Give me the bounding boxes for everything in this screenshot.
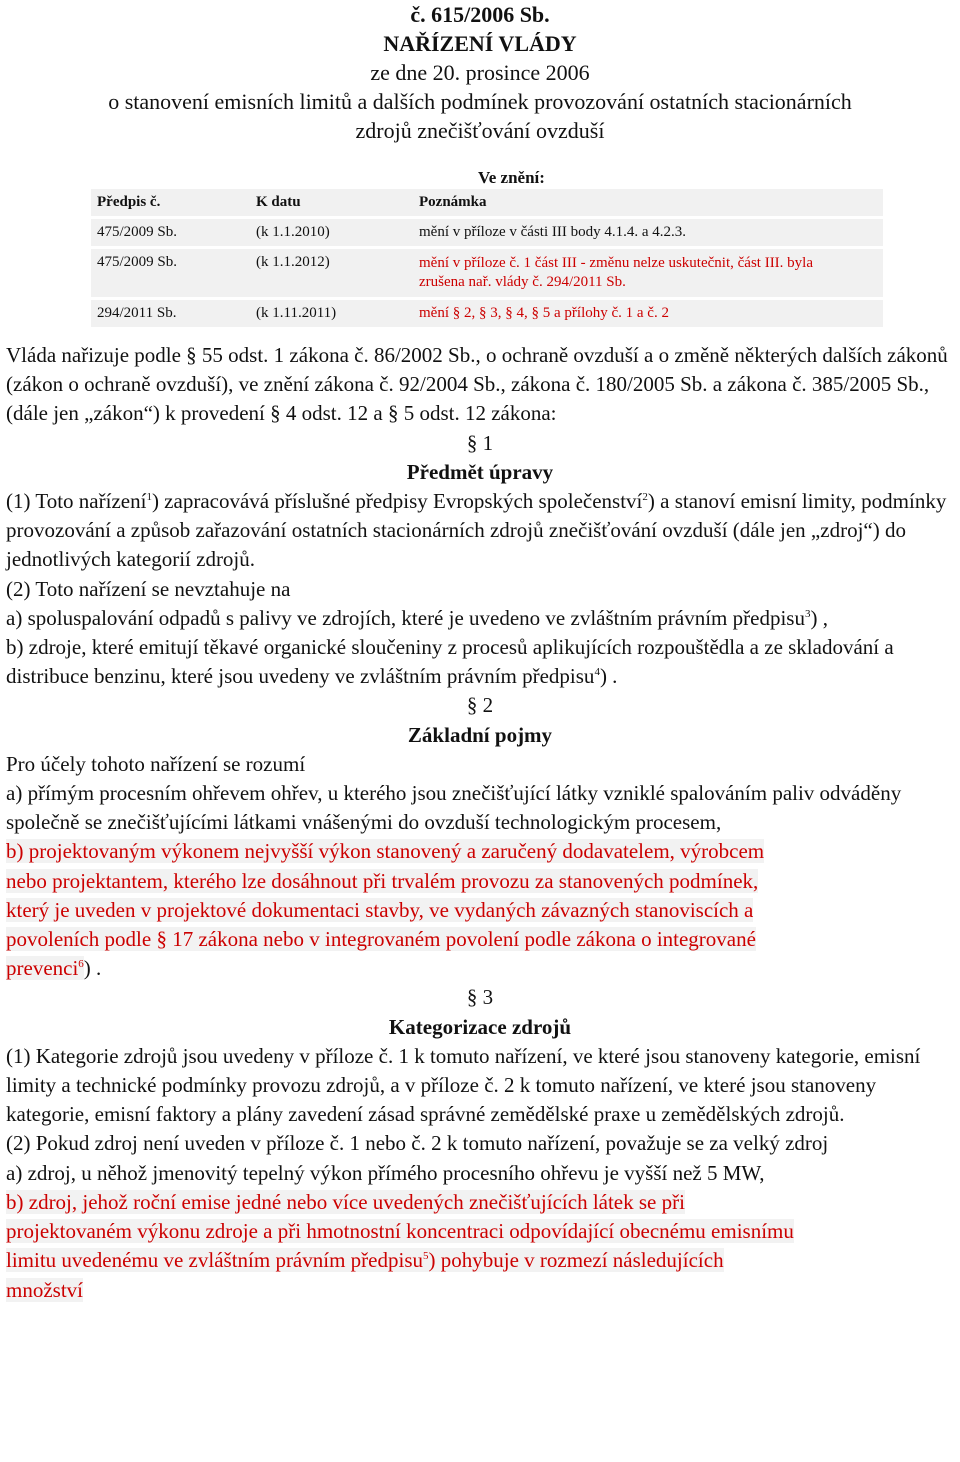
section-1-paragraph-1 xyxy=(6,487,954,575)
amended-text-line: množství xyxy=(6,1277,83,1302)
regulation-date: ze dne 20. prosince 2006 xyxy=(370,60,590,85)
section-3-item-a: a) zdroj, u něhož jmenovitý tepelný výkon přímého procesního ohřevu je vyšší než 5 MW, xyxy=(6,1160,765,1185)
amended-text-line: projektovaném výkonu zdroje a při hmotnostní koncentraci odpovídající obecnému emisnímu xyxy=(6,1219,794,1244)
text: limitu uvedenému ve zvláštním právním předpisu xyxy=(6,1248,423,1273)
regulation-cell: 475/2009 Sb. xyxy=(97,224,178,240)
text: ) , xyxy=(810,605,828,630)
amended-text-line: nebo projektantem, kterého lze dosáhnout při trvalém provozu za stanovených podmínek, xyxy=(6,868,759,893)
section-2-intro: Pro účely tohoto nařízení se rozumí xyxy=(6,751,306,776)
note-cell: mění v příloze v části III body 4.1.4. a 4.2.3. xyxy=(419,224,687,240)
note-cell xyxy=(413,249,883,297)
regulation-cell: 294/2011 Sb. xyxy=(97,305,177,321)
date-cell: (k 1.1.2010) xyxy=(256,224,330,240)
date-cell: (k 1.11.2011) xyxy=(256,305,337,321)
table-row xyxy=(91,249,883,297)
amended-text-line: b) zdroj, jehož roční emise jedné nebo více uvedených znečišťujících látek se při xyxy=(6,1189,685,1214)
table-row xyxy=(91,219,883,246)
regulation-title-line-2: zdrojů znečišťování ovzduší xyxy=(355,118,605,143)
regulation-cell: 475/2009 Sb. xyxy=(97,254,178,270)
section-1-number: § 1 xyxy=(466,430,494,455)
footnote-ref[interactable]: 4 xyxy=(594,666,600,679)
amended-text-line xyxy=(6,1248,724,1272)
text: prevenci xyxy=(6,956,79,981)
preamble: Vláda nařizuje podle § 55 odst. 1 zákona č. 86/2002 Sb., o ochraně ovzduší a o změně některých dalších zákonů (zákon o ochraně ovzduší), ve znění zákona č. 92/2004 Sb., zákona č. 180/2005 Sb. a zákona č. 385/2005 Sb., (dále jen „zákon“) k provedení § 4 odst. 12 a § 5 odst. 12 zákona: xyxy=(6,343,948,426)
regulation-title-line-1: o stanovení emisních limitů a dalších podmínek provozování ostatních stacionárních xyxy=(108,89,852,114)
text: ) a stanoví emisní limity, podmínky provozování a způsob zařazování ostatních stacionárních zdrojů znečišťování ovzduší (dále jen „zdroj“) do jednotlivých kategorií zdrojů. xyxy=(6,489,947,572)
section-3-item-b xyxy=(6,1188,954,1305)
section-1-title: Předmět úpravy xyxy=(406,459,554,484)
text: (1) Toto nařízení xyxy=(6,489,147,514)
section-3-number: § 3 xyxy=(466,985,494,1010)
note-line-1: mění v příloze č. 1 část III - změnu nelze uskutečnit, část III. byla xyxy=(419,255,814,271)
text: ) . xyxy=(83,956,102,981)
text: ) pohybuje v rozmezí následujících xyxy=(428,1248,724,1273)
text: b) zdroje, které emitují těkavé organické sloučeniny z procesů aplikujících rozpouštědla a ze skladování a distribuce benzinu, které jsou uvedeny ve zvláštním právním předpisu xyxy=(6,635,894,689)
table-row xyxy=(91,300,883,327)
column-header-date: K datu xyxy=(256,194,301,210)
section-2-title: Základní pojmy xyxy=(407,722,553,747)
note-line-2: zrušena nař. vlády č. 294/2011 Sb. xyxy=(419,274,626,290)
column-header-note: Poznámka xyxy=(419,194,487,210)
footnote-ref[interactable]: 6 xyxy=(78,958,84,971)
footnote-ref[interactable]: 2 xyxy=(642,491,648,504)
section-2-item-b xyxy=(6,837,954,983)
section-3-paragraph-2: (2) Pokud zdroj není uveden v příloze č. 1 nebo č. 2 k tomuto nařízení, považuje se za velký zdroj xyxy=(6,1131,829,1156)
section-3-paragraph-1: (1) Kategorie zdrojů jsou uvedeny v příloze č. 1 k tomuto nařízení, ve které jsou stanoveny kategorie, emisní limity a technické podmínky provozu zdrojů, a v příloze č. 2 k tomuto nařízení, ve které jsou stanoveny kategorie, emisní faktory a plány zavedení zásad správné zemědělské praxe u zemědělských zdrojů. xyxy=(6,1043,921,1127)
column-header-regulation: Předpis č. xyxy=(97,194,161,210)
section-1-item-a xyxy=(6,604,954,633)
document-header xyxy=(6,0,954,145)
amended-text-line: povoleních podle § 17 zákona nebo v integrovaném povolení podle zákona o integrované xyxy=(6,927,756,952)
note-cell: mění § 2, § 3, § 4, § 5 a přílohy č. 1 a č. 2 xyxy=(419,305,669,321)
text: a) spoluspalování odpadů s palivy ve zdrojích, které je uvedeno ve zvláštním právním předpisu xyxy=(6,605,805,630)
amended-text-line: který je uveden v projektové dokumentaci stavby, ve vydaných závazných stanoviscích a xyxy=(6,897,754,922)
section-3-title: Kategorizace zdrojů xyxy=(388,1014,572,1039)
section-1-paragraph-2: (2) Toto nařízení se nevztahuje na xyxy=(6,576,291,601)
amendments-label: Ve znění: xyxy=(478,168,545,187)
footnote-ref[interactable]: 5 xyxy=(423,1250,429,1263)
date-cell: (k 1.1.2012) xyxy=(256,254,330,270)
amendments-header-row xyxy=(91,189,883,216)
footnote-ref[interactable]: 3 xyxy=(804,607,811,620)
amended-text-line: b) projektovaným výkonem nejvyšší výkon stanovený a zaručený dodavatelem, výrobcem xyxy=(6,839,765,864)
text: ) . xyxy=(599,664,618,689)
regulation-type: NAŘÍZENÍ VLÁDY xyxy=(383,31,577,56)
section-1-item-b xyxy=(6,633,954,691)
amendments-table xyxy=(91,189,883,327)
amended-text-line xyxy=(6,956,84,980)
footnote-ref[interactable]: 1 xyxy=(146,491,152,504)
section-2-number: § 2 xyxy=(466,693,494,718)
regulation-number: č. 615/2006 Sb. xyxy=(410,2,550,27)
text: ) zapracovává příslušné předpisy Evropských společenství xyxy=(151,489,643,514)
document-body xyxy=(6,341,954,1305)
section-2-item-a: a) přímým procesním ohřevem ohřev, u kterého jsou znečišťující látky vzniklé spalováním paliv odváděny společně se znečišťujícími látkami vnášenými do ovzduší technologickým procesem, xyxy=(6,781,902,835)
